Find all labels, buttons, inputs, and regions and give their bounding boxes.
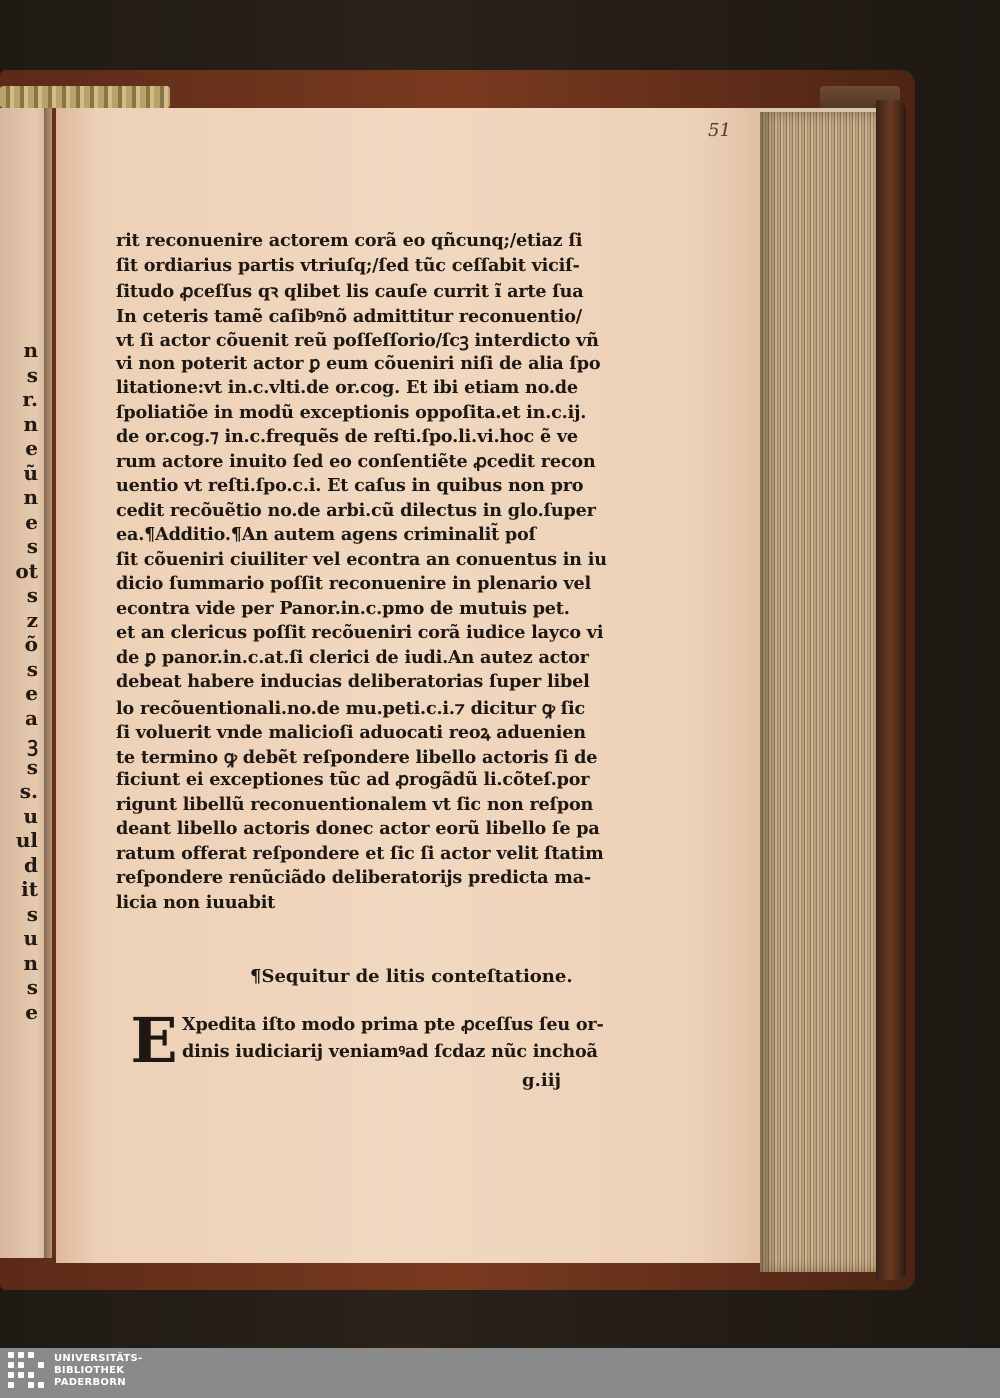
opening-line: dinis iudiciarij veniamꝰad ſcdaz nũc inchoã (182, 1040, 598, 1062)
text-line: vi non poterit actor ꝑ eum cõueniri niſi de alia ſpo (116, 352, 601, 374)
left-page-fragment: u (23, 926, 38, 950)
left-page-fragment: e (25, 999, 38, 1024)
logo-dot (8, 1362, 14, 1368)
text-line: uentio vt reſti.ſpo.c.i. Et caſus in quibus non pro (116, 475, 584, 496)
text-line: de ꝑ panor.in.c.at.ſi clerici de iudi.An autez actor (116, 646, 589, 668)
opening-paragraph (182, 1014, 652, 1063)
text-line: ea.¶Additio.¶An autem agens criminalit̃ poſ (116, 524, 536, 545)
logo-dot (38, 1382, 44, 1388)
left-page-fragment: n (23, 411, 38, 436)
fore-edge-leaves (760, 112, 878, 1272)
left-page-fragment: s (26, 583, 38, 607)
text-line: ſpoliatiõe in modũ exceptionis oppoſita.et in.c.ij. (116, 401, 587, 423)
left-page-fragment: z (26, 607, 38, 632)
left-page-fragment: n (23, 485, 38, 509)
text-line: reſpondere renũciãdo deliberatorijs predicta ma- (116, 867, 592, 888)
text-line: rit reconuenire actorem corã eo qñcunq;/etiaz ſi (116, 230, 583, 251)
text-line: de or.cog.⁊ in.c.frequẽs de reſti.ſpo.li.vi.hoc ẽ ve (116, 426, 578, 447)
text-line: licia non iuuabit (116, 891, 276, 913)
library-logo-icon (8, 1352, 46, 1394)
left-page-fragment: e (25, 509, 38, 534)
left-page-fragments (2, 338, 42, 1024)
text-line: rum actore inuito ſed eo conſentiẽte ꝓcedit recon (116, 450, 596, 472)
library-footer (0, 1348, 1000, 1398)
left-page-fragment: ꝫ (27, 732, 38, 756)
text-line: econtra vide per Panor.in.c.pmo de mutuis pet. (116, 597, 570, 619)
library-name (54, 1353, 143, 1389)
text-line: ſi voluerit vnde malicioſi aduocati reoꝝ aduenien (116, 722, 586, 743)
text-line: rigunt libellũ reconuentionalem vt ſic non reſpon (116, 793, 594, 815)
logo-dot (8, 1382, 14, 1388)
folio-number: 51 (708, 120, 731, 141)
left-page-fragment: e (25, 436, 38, 460)
left-page-fragment: s (26, 901, 38, 926)
text-line: ficiunt ei exceptiones tũc ad ꝓrogãdũ li.cõteſ.por (116, 769, 590, 790)
text-line: lo recõuentionali.no.de mu.peti.c.i.⁊ dicitur ꝙ ſic (116, 697, 586, 719)
library-name-line1: UNIVERSITÄTS- (54, 1353, 143, 1364)
text-line: dicio ſummario poſſit reconuenire in plenario vel (116, 573, 591, 594)
logo-dot (28, 1372, 34, 1378)
left-page-fragment: ot (15, 558, 38, 583)
text-line: te termino ꝙ debẽt reſpondere libello actoris ſi de (116, 746, 598, 768)
left-page-fragment: s. (19, 779, 38, 803)
text-line: debeat habere inducias deliberatorias ſuper libel (116, 671, 590, 692)
cover-edge (876, 100, 906, 1280)
left-page-fragment: ũ (23, 460, 38, 485)
text-line: deant libello actoris donec actor eorũ libello ſe pa (116, 818, 600, 839)
signature-mark: g.iij (522, 1070, 562, 1091)
logo-dot (18, 1372, 24, 1378)
decorated-initial: E (130, 1004, 178, 1077)
left-page-fragment: õ (24, 632, 38, 656)
text-line: ſit ordiarius partis vtriuſq;/ſed tũc ceſſabit viciſ- (116, 254, 580, 276)
text-line: cedit recõuẽtio no.de arbi.cũ dilectus in glo.ſuper (116, 499, 596, 521)
logo-dot (18, 1362, 24, 1368)
text-line: vt ſi actor cõuenit reũ poſſeſſorio/ſcꝫ interdicto vñ (116, 330, 599, 351)
left-page-fragment: d (24, 852, 38, 877)
main-text-block (116, 230, 652, 916)
text-line: ſit cõueniri ciuiliter vel econtra an conuentus in iu (116, 548, 607, 570)
left-page-fragment: s (26, 975, 38, 999)
left-page-fragment: s (26, 534, 38, 558)
text-line: litatione:vt in.c.vlti.de or.cog. Et ibi etiam no.de (116, 377, 578, 398)
logo-dot (28, 1352, 34, 1358)
logo-dot (38, 1362, 44, 1368)
text-line: ſitudo ꝓceſſus qꝛ qlibet lis cauſe currit ĩ arte ſua (116, 281, 584, 302)
left-page-fragment: s (26, 362, 38, 387)
left-page-fragment: s (26, 754, 38, 779)
logo-dot (18, 1352, 24, 1358)
library-name-line2: BIBLIOTHEK (54, 1365, 125, 1376)
left-page-fragment: ul (15, 828, 38, 852)
logo-dot (8, 1372, 14, 1378)
section-heading: ¶Sequitur de litis conteſtatione. (250, 966, 573, 987)
library-name-line3: PADERBORN (54, 1377, 126, 1388)
left-page-fragment: n (23, 950, 38, 975)
left-page-fragment: r. (22, 387, 38, 411)
opening-line: Xpedita iſto modo prima pte ꝓceſſus ſeu or- (182, 1014, 604, 1035)
left-page-fragment: n (23, 338, 38, 362)
headband (0, 86, 170, 108)
text-line: et an clericus poſſit recõueniri corã iudice layco vi (116, 622, 604, 643)
logo-dot (28, 1382, 34, 1388)
left-page-fragment: a (25, 705, 38, 730)
left-page-fragment: s (26, 656, 38, 681)
text-line: ratum offerat reſpondere et ſic ſi actor velit ſtatim (116, 842, 604, 864)
text-line: In ceteris tamẽ caſibꝰnõ admittitur reconuentio/ (116, 305, 582, 327)
left-page-fragment: e (25, 681, 38, 705)
left-page-fragment: it (21, 877, 38, 901)
left-page-fragment: u (23, 803, 38, 828)
logo-dot (8, 1352, 14, 1358)
